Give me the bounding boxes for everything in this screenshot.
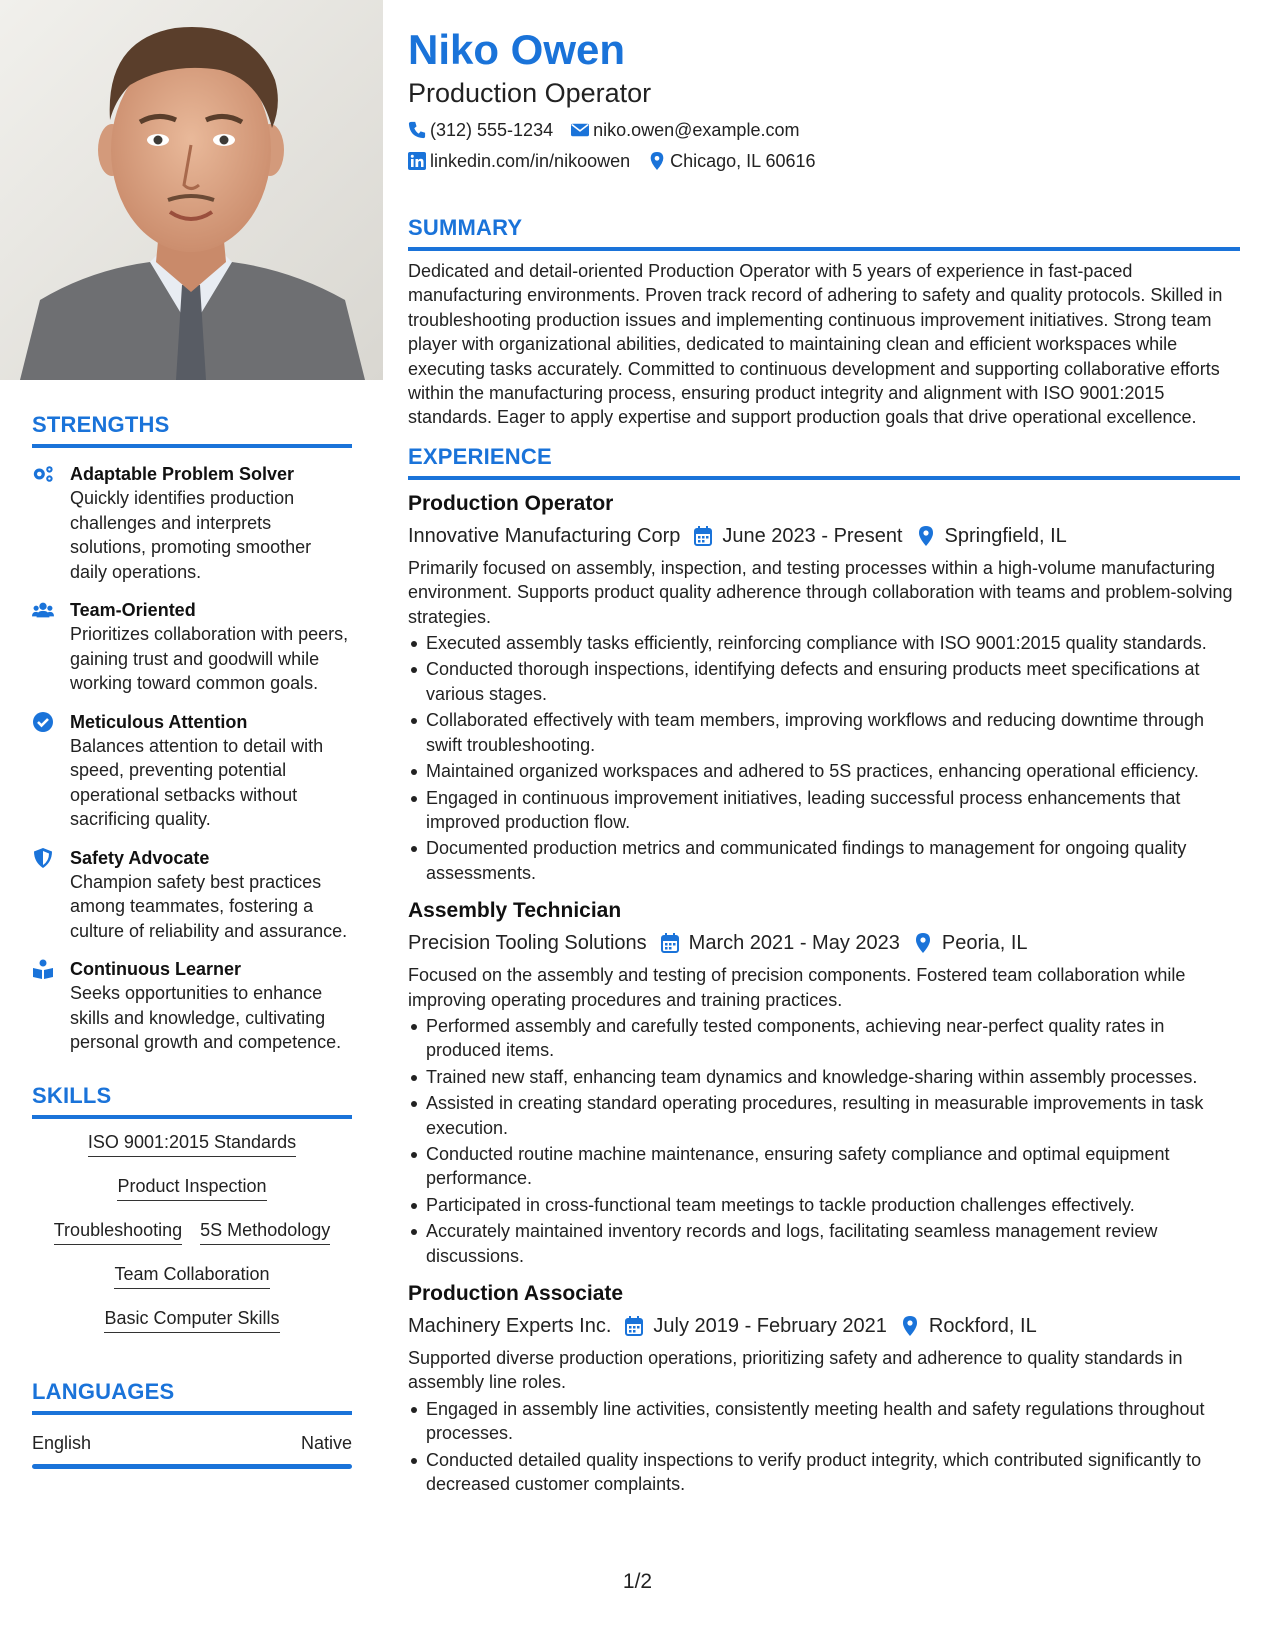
strength-title: Meticulous Attention <box>70 711 248 732</box>
strength-title: Team-Oriented <box>70 600 196 620</box>
profile-photo-illustration <box>0 0 383 380</box>
skills-heading: SKILLS <box>32 1083 352 1119</box>
language-name: English <box>32 1432 92 1453</box>
job-bullet: Participated in cross-functional team meetings to tackle production challenges effectively. <box>408 1193 1240 1217</box>
map-pin-icon <box>901 1316 919 1336</box>
job-title: Production Associate <box>408 1282 624 1305</box>
candidate-name: Niko Owen <box>408 26 626 73</box>
check-circle-icon <box>32 712 54 732</box>
job-bullet: Conducted routine machine maintenance, ensuring safety compliance and optimal equipment performance. <box>408 1142 1240 1191</box>
strength-desc: Balances attention to detail with speed, preventing potential operational setbacks without sacrificing quality. <box>70 735 324 829</box>
contact-row <box>408 118 1240 142</box>
right-column <box>408 26 1240 1498</box>
contact-row-2 <box>408 149 1240 173</box>
job-location: Peoria, IL <box>914 929 1028 957</box>
map-pin-icon <box>648 152 666 170</box>
email-icon <box>571 121 589 139</box>
job-company: Machinery Experts Inc. <box>408 1315 612 1337</box>
job-bullets <box>408 631 1240 885</box>
book-reader-icon <box>32 959 54 979</box>
skill-tag: Team Collaboration <box>114 1263 269 1289</box>
users-icon <box>32 600 54 620</box>
skill-tag: Product Inspection <box>117 1175 266 1201</box>
job-dates: March 2021 - May 2023 <box>661 929 900 957</box>
strength-title: Safety Advocate <box>70 847 210 868</box>
job-dates: June 2023 - Present <box>694 522 902 550</box>
job-meta <box>408 929 1240 957</box>
job-entry <box>408 897 1240 1268</box>
strength-desc: Quickly identifies production challenges and interprets solutions, promoting smoother daily operations. <box>70 488 312 582</box>
candidate-title: Production Operator <box>408 78 652 108</box>
contact-phone[interactable]: (312) 555-1234 <box>408 118 553 142</box>
job-bullet: Engaged in assembly line activities, consistently meeting health and safety regulations throughout processes. <box>408 1397 1240 1446</box>
strength-desc: Prioritizes collaboration with peers, gaining trust and goodwill while working toward common goals. <box>70 624 349 693</box>
strength-item <box>32 598 352 696</box>
calendar-icon <box>694 526 712 546</box>
job-description: Supported diverse production operations, prioritizing safety and adherence to quality standards in assembly line roles. <box>408 1348 1183 1393</box>
calendar-icon <box>625 1316 643 1336</box>
map-pin-icon <box>917 526 935 546</box>
calendar-icon <box>661 933 679 953</box>
map-pin-icon <box>914 933 932 953</box>
job-bullets <box>408 1397 1240 1497</box>
experience-heading: EXPERIENCE <box>408 444 1240 480</box>
job-bullet: Documented production metrics and communicated findings to management for ongoing quality assessments. <box>408 836 1240 885</box>
strength-item <box>32 957 352 1055</box>
page-number: 1/2 <box>622 1570 653 1593</box>
job-bullet: Performed assembly and carefully tested components, achieving near-perfect quality rates in produced items. <box>408 1014 1240 1063</box>
left-column <box>0 0 383 1650</box>
job-entry <box>408 1280 1240 1496</box>
job-bullet: Accurately maintained inventory records and logs, facilitating seamless management review discussions. <box>408 1219 1240 1268</box>
job-bullets <box>408 1014 1240 1268</box>
job-bullet: Trained new staff, enhancing team dynamics and knowledge-sharing within assembly processes. <box>408 1065 1240 1089</box>
profile-photo <box>0 0 383 380</box>
job-location: Springfield, IL <box>917 522 1067 550</box>
strength-item <box>32 846 352 944</box>
job-bullet: Executed assembly tasks efficiently, reinforcing compliance with ISO 9001:2015 quality standards. <box>408 631 1240 655</box>
job-bullet: Conducted thorough inspections, identifying defects and ensuring products meet specifications at various stages. <box>408 657 1240 706</box>
gears-icon <box>32 464 54 484</box>
summary-section <box>408 215 1240 430</box>
strength-item <box>32 462 352 584</box>
language-proficiency-bar <box>32 1464 352 1469</box>
job-description: Focused on the assembly and testing of precision components. Fostered team collaboration while improving operating procedures and training practices. <box>408 965 1186 1010</box>
phone-icon <box>408 121 426 139</box>
strength-title: Adaptable Problem Solver <box>70 464 295 484</box>
languages-heading: LANGUAGES <box>32 1379 352 1415</box>
job-description: Primarily focused on assembly, inspection, and testing processes within a high-volume manufacturing environment. Supports product quality adherence through collaboration with teams and problem-solving strategies. <box>408 557 1233 627</box>
contact-email[interactable]: niko.owen@example.com <box>571 118 799 142</box>
skills-list <box>32 1131 352 1333</box>
summary-text: Dedicated and detail-oriented Production Operator with 5 years of experience in fast-paced manufacturing environments. Proven track record of adhering to safety and quality protocols. Skilled in troubleshooting production issues and implementing continuous improvement initiatives. Strong team player with organizational abilities, dedicated to maintaining clean and efficient workspaces while executing tasks accurately. Committed to continuous development and supporting collaborative efforts within the manufacturing process, ensuring product integrity and alignment with ISO 9001:2015 standards. Eager to apply expertise and support production goals that drive operational excellence. <box>408 261 1223 428</box>
job-bullet: Maintained organized workspaces and adhered to 5S practices, enhancing operational efficiency. <box>408 759 1240 783</box>
skill-tag: Troubleshooting <box>54 1219 182 1245</box>
job-bullet: Engaged in continuous improvement initiatives, leading successful process enhancements that improved production flow. <box>408 786 1240 835</box>
strength-title: Continuous Learner <box>70 959 242 979</box>
job-company: Innovative Manufacturing Corp <box>408 524 681 547</box>
job-title: Production Operator <box>408 491 614 515</box>
experience-section <box>408 444 1240 1497</box>
strengths-list <box>32 462 352 1055</box>
strength-desc: Seeks opportunities to enhance skills and knowledge, cultivating personal growth and competence. <box>70 983 342 1052</box>
contact-linkedin[interactable]: linkedin.com/in/nikoowen <box>408 149 630 173</box>
job-meta <box>408 1312 1240 1340</box>
skill-tag: 5S Methodology <box>200 1219 330 1245</box>
strength-desc: Champion safety best practices among teammates, fostering a culture of reliability and assurance. <box>70 871 348 941</box>
left-content <box>32 412 352 1469</box>
linkedin-icon <box>408 152 426 170</box>
shield-icon <box>32 848 54 868</box>
job-dates: July 2019 - February 2021 <box>625 1312 886 1340</box>
strengths-heading: STRENGTHS <box>32 412 352 448</box>
skill-tag: Basic Computer Skills <box>104 1307 279 1333</box>
contact-location: Chicago, IL 60616 <box>648 149 815 173</box>
skill-tag: ISO 9001:2015 Standards <box>88 1131 296 1157</box>
job-bullet: Conducted detailed quality inspections to verify product integrity, which contributed significantly to decreased customer complaints. <box>408 1448 1240 1497</box>
job-meta <box>408 522 1240 550</box>
job-location: Rockford, IL <box>901 1312 1037 1340</box>
job-entry <box>408 490 1240 885</box>
language-item <box>32 1433 352 1454</box>
job-company: Precision Tooling Solutions <box>408 932 647 955</box>
job-bullet: Assisted in creating standard operating procedures, resulting in measurable improvements in task execution. <box>408 1091 1240 1140</box>
language-level: Native <box>300 1432 352 1453</box>
job-bullet: Collaborated effectively with team members, improving workflows and reducing downtime through swift troubleshooting. <box>408 708 1240 757</box>
strength-item <box>32 710 352 832</box>
job-title: Assembly Technician <box>408 899 622 923</box>
summary-heading: SUMMARY <box>408 215 1240 251</box>
